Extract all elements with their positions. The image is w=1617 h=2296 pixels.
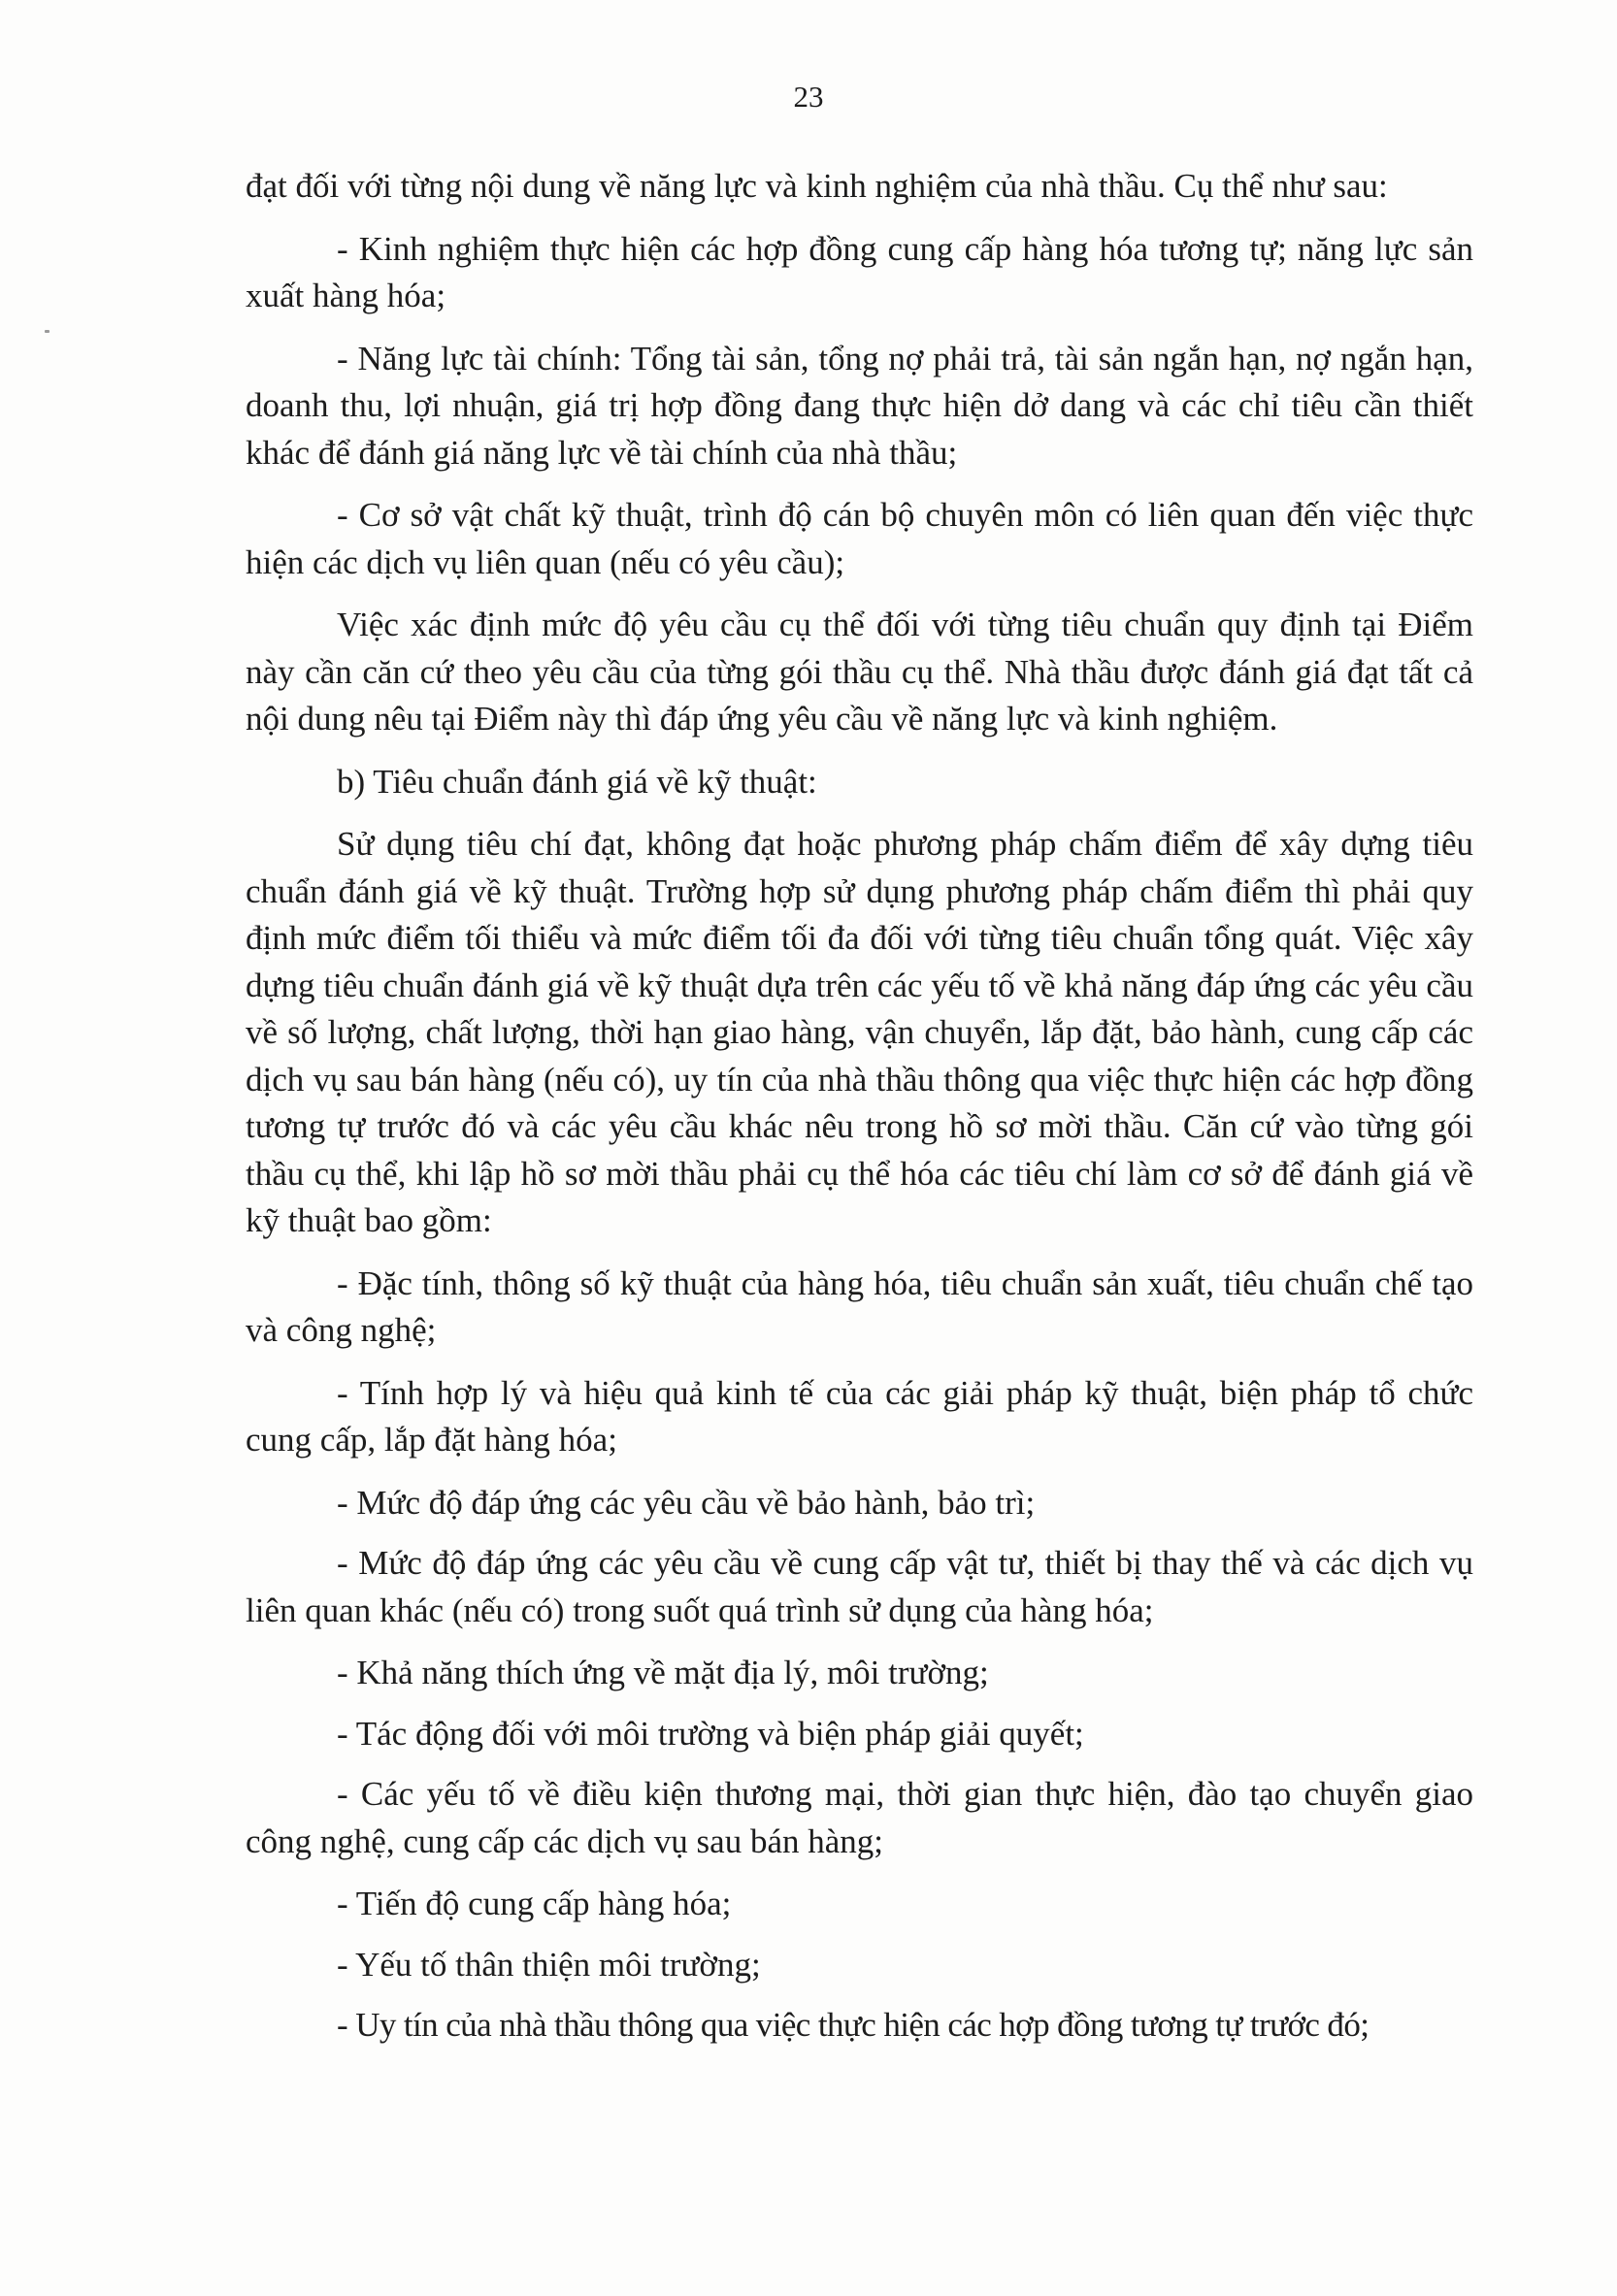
- paragraph-warranty: - Mức độ đáp ứng các yêu cầu về bảo hành, bảo trì;: [337, 1483, 1036, 1522]
- paragraph-technical-criteria: Sử dụng tiêu chí đạt, không đạt hoặc phương pháp chấm điểm để xây dựng tiêu chuẩn đánh giá về kỹ thuật. Trường hợp sử dụng phương pháp chấm điểm thì phải quy định mức điểm tối thiểu và mức điểm tối đa đối với từng tiêu chuẩn tổng quát. Việc xây dựng tiêu chuẩn đánh giá về kỹ thuật dựa trên các yếu tố về khả năng đáp ứng các yêu cầu về số lượng, chất lượng, thời hạn giao hàng, vận chuyển, lắp đặt, bảo hành, cung cấp các dịch vụ sau bán hàng (nếu có), uy tín của nhà thầu thông qua việc thực hiện các hợp đồng tương tự trước đó và các yêu cầu khác nêu trong hồ sơ mời thầu. Căn cứ vào từng gói thầu cụ thể, khi lập hồ sơ mời thầu phải cụ thể hóa các tiêu chí làm cơ sở để đánh giá về kỹ thuật bao gồm:: [246, 825, 1473, 1239]
- scan-speck: [45, 330, 50, 333]
- paragraph-environmental-impact: - Tác động đối với môi trường và biện pháp giải quyết;: [337, 1714, 1084, 1753]
- paragraph-rationality: - Tính hợp lý và hiệu quả kinh tế của các giải pháp kỹ thuật, biện pháp tổ chức cung cấp, lắp đặt hàng hóa;: [246, 1373, 1473, 1459]
- paragraph-facilities: - Cơ sở vật chất kỹ thuật, trình độ cán bộ chuyên môn có liên quan đến việc thực hiện các dịch vụ liên quan (nếu có yêu cầu);: [246, 496, 1473, 581]
- paragraph-reputation: - Uy tín của nhà thầu thông qua việc thực hiện các hợp đồng tương tự trước đó;: [337, 2006, 1370, 2044]
- paragraph-delivery-schedule: - Tiến độ cung cấp hàng hóa;: [337, 1885, 732, 1922]
- document-body: [246, 163, 1473, 2065]
- paragraph-requirement-determination: Việc xác định mức độ yêu cầu cụ thể đối với từng tiêu chuẩn quy định tại Điểm này cần căn cứ theo yêu cầu của từng gói thầu cụ thể. Nhà thầu được đánh giá đạt tất cả nội dung nêu tại Điểm này thì đáp ứng yêu cầu về năng lực và kinh nghiệm.: [246, 606, 1473, 738]
- paragraph-continuation: đạt đối với từng nội dung về năng lực và kinh nghiệm của nhà thầu. Cụ thể như sau:: [246, 167, 1388, 205]
- paragraph-specifications: - Đặc tính, thông số kỹ thuật của hàng hóa, tiêu chuẩn sản xuất, tiêu chuẩn chế tạo và công nghệ;: [246, 1263, 1473, 1349]
- section-heading-technical-criteria: b) Tiêu chuẩn đánh giá về kỹ thuật:: [337, 762, 817, 801]
- paragraph-eco-friendliness: - Yếu tố thân thiện môi trường;: [337, 1945, 761, 1984]
- paragraph-experience: - Kinh nghiệm thực hiện các hợp đồng cung cấp hàng hóa tương tự; năng lực sản xuất hàng hóa;: [246, 229, 1473, 314]
- paragraph-commercial-conditions: - Các yếu tố về điều kiện thương mại, thời gian thực hiện, đào tạo chuyển giao công nghệ, cung cấp các dịch vụ sau bán hàng;: [246, 1775, 1473, 1860]
- paragraph-supplies: - Mức độ đáp ứng các yêu cầu về cung cấp vật tư, thiết bị thay thế và các dịch vụ liên quan khác (nếu có) trong suốt quá trình sử dụng của hàng hóa;: [246, 1544, 1473, 1629]
- paragraph-adaptability: - Khả năng thích ứng về mặt địa lý, môi trường;: [337, 1654, 989, 1691]
- paragraph-financial-capacity: - Năng lực tài chính: Tổng tài sản, tổng nợ phải trả, tài sản ngắn hạn, nợ ngắn hạn, doanh thu, lợi nhuận, giá trị hợp đồng đang thực hiện dở dang và các chỉ tiêu cần thiết khác để đánh giá năng lực về tài chính của nhà thầu;: [246, 339, 1473, 472]
- page-number: 23: [793, 80, 824, 114]
